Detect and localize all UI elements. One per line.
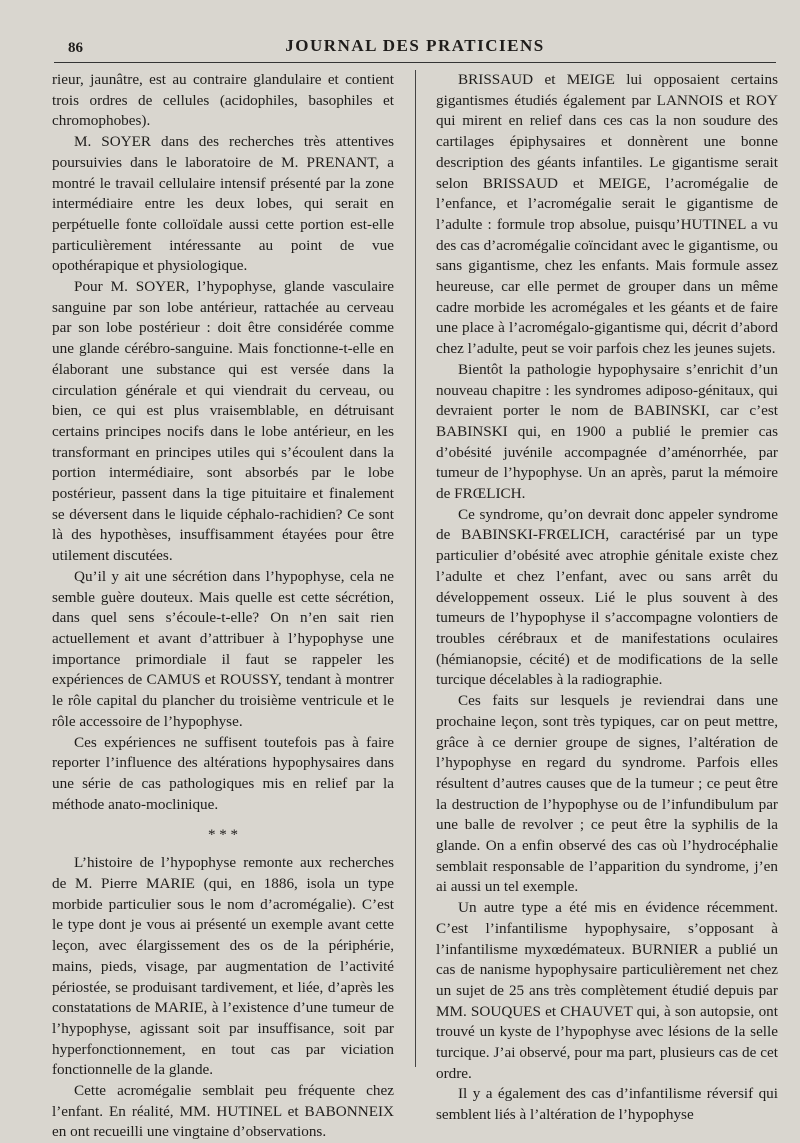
paragraph: Un autre type a été mis en évidence récemment. C’est l’infantilisme hypophysaire, s’opposant à l’infantilisme myxœdémateux. BURNIER a publié un cas de nanisme hypophysaire particulièrement net chez un sujet de 25 ans très complètement étudié depuis par MM. SOUQUES et CHAUVET qui, à son autopsie, ont trouvé un kyste de l’hypophyse avec lésions de la selle turcique. J’ai observé, pour ma part, plusieurs cas de cet ordre. bbox=[436, 899, 778, 1082]
paragraph: M. SOYER dans des recherches très attentives poursuivies dans le laboratoire de M. PRENANT, a montré le travail cellulaire intensif présenté par la zone intermédiaire entre les deux lobes, qui serait en perpétuelle fonte colloïdale aussi cette portion est-elle particulièrement intéressante au point de vue opothérapique et physiologique. bbox=[52, 133, 394, 275]
journal-title: JOURNAL DES PRATICIENS bbox=[285, 36, 545, 55]
paragraph: Ces faits sur lesquels je reviendrai dans une prochaine leçon, sont très typiques, car on peut mettre, grâce à ce dernier groupe de signes, l’altération de l’hypophyse en regard du syndrome. Parfois elles résultent d’autres causes que de la tumeur ; ce peut être la destruction de l’hypophyse ou de l’infundibulum par une balle de revolver ; ce peut être la syphilis de la glande. On a enfin observé des cas où l’hydrocéphalie semblait responsable de l’apparition du syndrome, j’en ai aussi un tel exemple. bbox=[436, 692, 778, 896]
column-divider bbox=[415, 70, 416, 1067]
paragraph: Pour M. SOYER, l’hypophyse, glande vasculaire sanguine par son lobe antérieur, rattachée au cerveau par son lobe postérieur : doit être considérée comme une glande cérébro-sanguine. Mais fonctionne-t-elle en élaborant une substance qui est versée dans la circulation générale et qui viendrait du cerveau, ou bien, ce qui est plus vraisemblable, en détruisant certains principes nocifs dans le lobe antérieur, en les transformant en principes utiles qui s’écoulent dans la portion intermédiaire, sont absorbés par le lobe postérieur, passent dans la tige pituitaire et finalement se déversent dans le liquide céphalo-rachidien? Ce sont là des hypothèses, insuffisamment étayées pour être utilement discutées. bbox=[52, 278, 394, 565]
paragraph: Bientôt la pathologie hypophysaire s’enrichit d’un nouveau chapitre : les syndromes adiposo-génitaux, qui devraient porter le nom de BABINSKI, car c’est BABINSKI qui, en 1900 a publié le premier cas d’obésité juvénile accompagnée d’aménorrhée, par tumeur de l’hypophyse. Un an après, parut la mémoire de FRŒLICH. bbox=[436, 360, 778, 503]
paragraph: Ces expériences ne suffisent toutefois pas à faire reporter l’influence des altérations hypophysaires dans une série de cas pathologiques mis en relief par la méthode anato-moclinique. bbox=[52, 733, 394, 813]
page-header bbox=[54, 28, 776, 63]
paragraph: L’histoire de l’hypophyse remonte aux recherches de M. Pierre MARIE (qui, en 1886, isola un type morbide particulier sous le nom d’acromégalie). C’est le type dont je vous ai présenté un exemple avant cette leçon, avec élargissement des os de la périphérie, mains, pieds, visage, par augmentation de l’activité périostée, se produisant tardivement, et liée, d’après les constatations de MARIE, à l’existence d’une tumeur de l’hypophyse, agissant soit par insuffisance, soit par hyperfonctionnement, en tout cas par viciation fonctionnelle de la glande. bbox=[52, 854, 394, 1079]
right-column bbox=[436, 70, 778, 1124]
two-column-body bbox=[52, 70, 778, 1141]
paragraph: Il y a également des cas d’infantilisme réversif qui semblent liés à l’altération de l’hypophyse bbox=[436, 1085, 778, 1124]
paragraph: rieur, jaunâtre, est au contraire glandulaire et contient trois ordres de cellules (acidophiles, basophiles et chromophobes). bbox=[52, 71, 394, 130]
left-column bbox=[52, 70, 394, 1141]
page-number: 86 bbox=[68, 40, 83, 56]
paragraph: Ce syndrome, qu’on devrait donc appeler syndrome de BABINSKI-FRŒLICH, caractérisé par un type particulier d’obésité avec atrophie génitale existe chez l’adulte et chez l’enfant, avec ou sans arrêt du développement osseux. Lié le plus souvent à des tumeurs de l’hypophyse il s’accompagne volontiers de troubles cérébraux et de manifestations oculaires (hémianopsie, cécité) et de modifications de la selle turcique décelables à la radiographie. bbox=[436, 505, 778, 689]
paragraph: Cette acromégalie semblait peu fréquente chez l’enfant. En réalité, MM. HUTINEL et BABONNEIX en ont recueilli une vingtaine d’observations. bbox=[52, 1082, 394, 1141]
paragraph: BRISSAUD et MEIGE lui opposaient certains gigantismes étudiés également par LANNOIS et ROY qui mirent en relief dans ces cas la non soudure des cartilages épiphysaires et donnèrent une bonne description des géants infantiles. Le gigantisme serait selon BRISSAUD et MEIGE, l’acromégalie de l’enfance, et l’acromégalie serait le gigantisme de l’adulte : formule trop absolue, puisqu’HUTINEL a vu des cas d’acromégalie coïncidant avec le gigantisme, ou sans gigantisme, chez les enfants. Mais formule assez heureuse, car elle permet de grouper dans un même cadre morbide les acromégales et les géants et de faire une place à l’acromégalo-gigantisme qui, décrit d’abord chez l’adulte, peut se voir parfois chez les jeunes sujets. bbox=[436, 71, 778, 358]
paragraph: Qu’il y ait une sécrétion dans l’hypophyse, cela ne semble guère douteux. Mais quelle est cette sécrétion, dans quel sens s’écoule-t-elle? On n’en sait rien actuellement et avant d’attribuer à l’hypophyse une importance primordiale il faut se rappeler les expériences de CAMUS et ROUSSY, tendant à montrer le rôle capital du plancher du troisième ventricule et le rôle accessoire de l’hypophyse. bbox=[52, 567, 394, 730]
section-separator: * * * bbox=[208, 827, 238, 844]
